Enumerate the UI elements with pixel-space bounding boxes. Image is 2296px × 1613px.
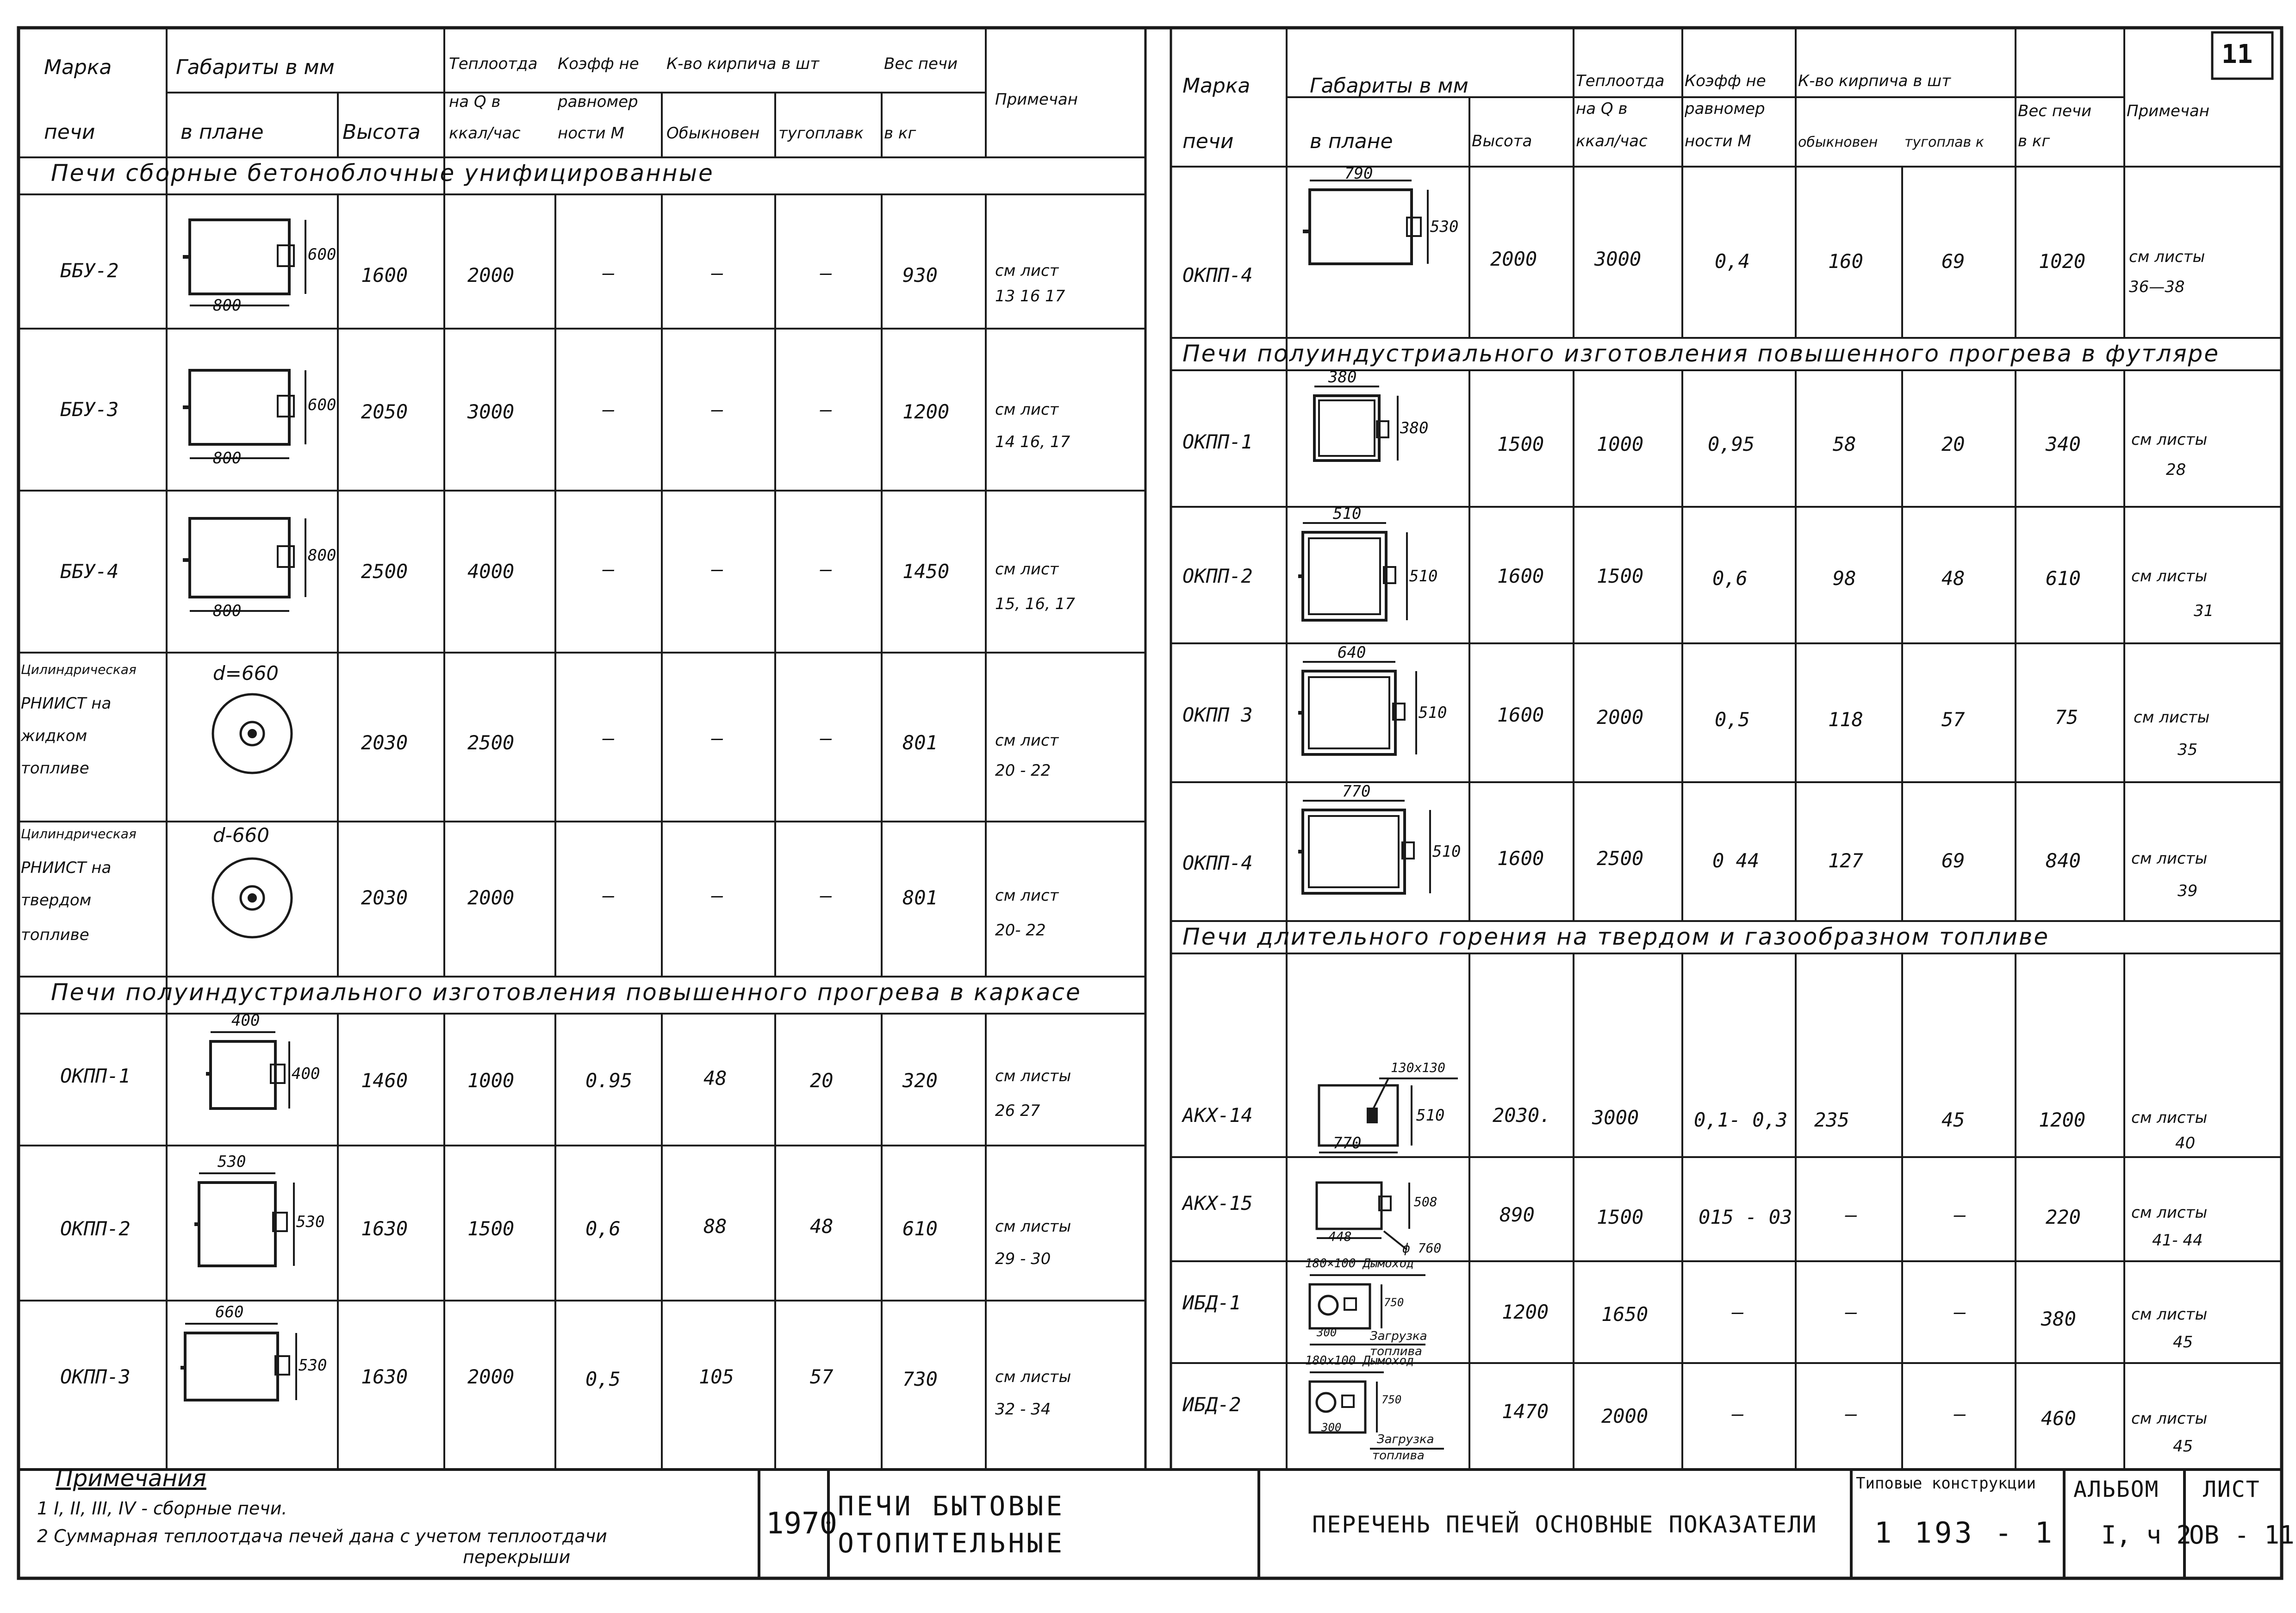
lt-r5-note1: см листы bbox=[995, 1067, 1071, 1085]
lt-r6-coef: 0,6 bbox=[585, 1217, 621, 1240]
rt-h-mark2: печи bbox=[1182, 130, 1234, 153]
lt-r6-dimb: 530 bbox=[296, 1213, 325, 1231]
rt-b1-note2: 41- 44 bbox=[2152, 1231, 2203, 1250]
rt-h-weight1: Вес печи bbox=[2018, 102, 2092, 120]
lt-r4-coef: — bbox=[603, 884, 615, 907]
lt-r3-note2: 20 - 22 bbox=[995, 761, 1051, 780]
okpp4-right-sketch bbox=[1298, 801, 1430, 893]
rt-a3-coef: 0 44 bbox=[1712, 849, 1760, 872]
rt-a1-dimb: 510 bbox=[1409, 567, 1438, 585]
lt-h-dims: Габариты в мм bbox=[176, 56, 335, 79]
lt-r0-note1: см лист bbox=[995, 262, 1059, 280]
lt-r3-mark1: Цилиндрическая bbox=[21, 662, 137, 677]
lt-r3-height: 2030 bbox=[361, 731, 408, 754]
lt-r7-note1: см листы bbox=[995, 1368, 1071, 1386]
lt-r6-ref: 48 bbox=[810, 1215, 834, 1238]
rt-b1-d2: 508 bbox=[1414, 1194, 1437, 1209]
lt-r3-diam: d=660 bbox=[213, 662, 279, 685]
lt-r3-ref: — bbox=[820, 727, 832, 749]
lt-r7-note2: 32 - 34 bbox=[995, 1400, 1051, 1419]
lt-r6-note2: 29 - 30 bbox=[995, 1250, 1051, 1268]
rt-b3-coef: — bbox=[1732, 1402, 1744, 1425]
lt-r4-diam: d-660 bbox=[213, 824, 269, 847]
lt-r3-coef: — bbox=[603, 727, 615, 749]
rt-b1-ord: — bbox=[1845, 1203, 1857, 1226]
sheet-number-top: 11 bbox=[2221, 39, 2253, 69]
rt-section1: Печи полуиндустриального изготовления повышенного прогрева в футляре bbox=[1182, 340, 2220, 367]
notes-line3: перекрыши bbox=[463, 1547, 571, 1567]
tb-year: 1970 bbox=[766, 1507, 838, 1541]
rt-a2-note2: 35 bbox=[2178, 741, 2198, 759]
lt-r3-mark4: топливе bbox=[21, 759, 89, 778]
rt-b3-d4: Загрузка bbox=[1377, 1432, 1434, 1446]
lt-h-heat3: ккал/час bbox=[449, 124, 521, 143]
lt-r6-note1: см листы bbox=[995, 1217, 1071, 1236]
rt-b0-d3: 510 bbox=[1416, 1106, 1445, 1125]
lt-r0-note2: 13 16 17 bbox=[995, 287, 1065, 305]
lt-r6-height: 1630 bbox=[361, 1217, 408, 1240]
rt-a1-note1: см листы bbox=[2131, 567, 2208, 585]
rt-h-note: Примечан bbox=[2127, 102, 2209, 120]
lt-h-mark2: печи bbox=[44, 120, 95, 144]
lt-r3-note1: см лист bbox=[995, 731, 1059, 750]
rt-a0-note1: см листы bbox=[2131, 430, 2208, 449]
rt-a1-note2: 31 bbox=[2194, 602, 2214, 620]
lt-r3-weight: 801 bbox=[902, 731, 938, 754]
tb-name2: ОТОПИТЕЛЬНЫЕ bbox=[838, 1527, 1065, 1559]
lt-r5-ord: 48 bbox=[703, 1067, 727, 1090]
tb-album: I, ч 2 bbox=[2101, 1520, 2192, 1550]
rt-a2-coef: 0,5 bbox=[1715, 708, 1750, 731]
rt-top-ord: 160 bbox=[1828, 250, 1863, 273]
rt-top-weight: 1020 bbox=[2039, 250, 2086, 273]
tb-name1: ПЕЧИ БЫТОВЫЕ bbox=[838, 1490, 1065, 1522]
rt-b2-ord: — bbox=[1845, 1301, 1857, 1323]
lt-r1-ord: — bbox=[711, 398, 723, 421]
lt-r1-height: 2050 bbox=[361, 400, 408, 423]
rt-b2-d1: 180×100 Дымоход bbox=[1305, 1257, 1414, 1270]
rt-a0-ord: 58 bbox=[1833, 433, 1856, 455]
lt-r0-dima: 800 bbox=[213, 296, 242, 315]
lt-r0-ord: — bbox=[711, 262, 723, 284]
bbu4-sketch bbox=[183, 518, 305, 611]
rt-b2-d2: 300 bbox=[1317, 1326, 1337, 1339]
rt-b2-d4: Загрузка bbox=[1370, 1329, 1427, 1343]
lt-r5-weight: 320 bbox=[902, 1069, 938, 1092]
rt-b3-note2: 45 bbox=[2173, 1437, 2193, 1456]
tb-series: 1 193 - 1 bbox=[1874, 1516, 2055, 1550]
rt-a0-height: 1500 bbox=[1497, 433, 1544, 455]
lt-r1-mark: ББУ-3 bbox=[60, 398, 119, 421]
rt-a3-note1: см листы bbox=[2131, 849, 2208, 868]
rt-b2-d3: 750 bbox=[1384, 1296, 1404, 1309]
rt-b0-d1: 130х130 bbox=[1391, 1060, 1446, 1075]
rt-b1-d3: ф 760 bbox=[1402, 1240, 1442, 1256]
lt-r4-height: 2030 bbox=[361, 886, 408, 909]
notes-title: Примечания bbox=[56, 1465, 206, 1492]
rt-h-coef3: ности М bbox=[1685, 132, 1751, 150]
rt-b2-mark: ИБД-1 bbox=[1182, 1291, 1241, 1314]
lt-r5-dimb: 400 bbox=[292, 1065, 320, 1083]
lt-r3-mark2: РНИИСТ на bbox=[21, 694, 112, 713]
lt-section2: Печи полуиндустриального изготовления повышенного прогрева в каркасе bbox=[51, 979, 1082, 1006]
rt-a2-ord: 118 bbox=[1828, 708, 1863, 731]
rt-h-heat2: на Q в bbox=[1576, 100, 1628, 118]
rt-a0-note2: 28 bbox=[2166, 461, 2186, 479]
lt-r2-note1: см лист bbox=[995, 560, 1059, 579]
tb-sheet-label: ЛИСТ bbox=[2203, 1476, 2260, 1502]
lt-r2-dima: 800 bbox=[213, 602, 242, 620]
rt-a3-heat: 2500 bbox=[1597, 847, 1644, 870]
rt-a1-ord: 98 bbox=[1833, 567, 1856, 590]
rt-a3-dimb: 510 bbox=[1432, 842, 1461, 861]
lt-r7-ord: 105 bbox=[699, 1365, 734, 1388]
rt-b3-heat: 2000 bbox=[1601, 1405, 1649, 1427]
okpp2-left-sketch bbox=[194, 1173, 294, 1266]
rt-b2-weight: 380 bbox=[2041, 1308, 2076, 1330]
rt-h-coef1: Коэфф не bbox=[1685, 72, 1766, 90]
lt-h-plan: в плане bbox=[180, 120, 264, 144]
lt-r7-mark: ОКПП-3 bbox=[60, 1365, 131, 1388]
lt-r0-heat: 2000 bbox=[467, 264, 515, 286]
lt-r6-heat: 1500 bbox=[467, 1217, 515, 1240]
left-sketches bbox=[180, 220, 305, 1400]
lt-r5-note2: 26 27 bbox=[995, 1102, 1040, 1120]
lt-r1-note2: 14 16, 17 bbox=[995, 433, 1070, 451]
rt-a2-dima: 640 bbox=[1338, 643, 1366, 662]
rt-b0-mark: АКХ-14 bbox=[1182, 1104, 1253, 1127]
rt-a1-ref: 48 bbox=[1941, 567, 1965, 590]
tb-series-label: Типовые конструкции bbox=[1856, 1474, 2036, 1493]
lt-r7-height: 1630 bbox=[361, 1365, 408, 1388]
rt-a2-mark: ОКПП 3 bbox=[1182, 704, 1253, 726]
rt-top-dima: 790 bbox=[1344, 164, 1373, 183]
rt-a2-weight: 75 bbox=[2055, 706, 2078, 729]
lt-r4-note1: см лист bbox=[995, 886, 1059, 905]
rt-a3-ref: 69 bbox=[1941, 849, 1965, 872]
rt-a0-dimb: 380 bbox=[1400, 419, 1429, 437]
rt-b1-ref: — bbox=[1954, 1203, 1966, 1226]
rt-b0-weight: 1200 bbox=[2039, 1109, 2086, 1131]
rt-h-refractory: тугоплав к bbox=[1904, 134, 1984, 150]
rt-h-height: Высота bbox=[1472, 132, 1532, 150]
rt-b0-coef: 0,1- 0,3 bbox=[1694, 1109, 1788, 1131]
lt-r6-ord: 88 bbox=[703, 1215, 727, 1238]
lt-r0-mark: ББУ-2 bbox=[60, 259, 119, 282]
rt-a0-coef: 0,95 bbox=[1708, 433, 1755, 455]
lt-h-note: Примечан bbox=[995, 90, 1078, 109]
lt-r4-weight: 801 bbox=[902, 886, 938, 909]
lt-r5-coef: 0.95 bbox=[585, 1069, 633, 1092]
rt-a3-dima: 770 bbox=[1342, 782, 1371, 801]
lt-r1-ref: — bbox=[820, 398, 832, 421]
tb-subject: ПЕРЕЧЕНЬ ПЕЧЕЙ ОСНОВНЫЕ ПОКАЗАТЕЛИ bbox=[1312, 1511, 1817, 1538]
rt-h-ordinary: обыкновен bbox=[1798, 134, 1878, 150]
rt-h-dims: Габариты в мм bbox=[1310, 74, 1468, 98]
lt-r2-height: 2500 bbox=[361, 560, 408, 583]
lt-r1-heat: 3000 bbox=[467, 400, 515, 423]
rt-a0-ref: 20 bbox=[1941, 433, 1965, 455]
lt-r5-dima: 400 bbox=[231, 1011, 260, 1030]
rt-a1-mark: ОКПП-2 bbox=[1182, 565, 1253, 587]
rt-top-note2: 36—38 bbox=[2129, 278, 2185, 296]
rt-a3-weight: 840 bbox=[2046, 849, 2081, 872]
rt-h-weight2: в кг bbox=[2018, 132, 2050, 150]
rt-h-heat1: Теплоотда bbox=[1576, 72, 1665, 90]
lt-r1-coef: — bbox=[603, 398, 615, 421]
rt-a3-mark: ОКПП-4 bbox=[1182, 852, 1253, 874]
rt-b3-mark: ИБД-2 bbox=[1182, 1393, 1241, 1416]
rt-b2-height: 1200 bbox=[1502, 1301, 1549, 1323]
lt-r4-ord: — bbox=[711, 884, 723, 907]
rt-top-ref: 69 bbox=[1941, 250, 1965, 273]
tb-album-label: АЛЬБОМ bbox=[2073, 1476, 2159, 1502]
lt-h-coef1: Коэфф не bbox=[558, 55, 639, 73]
rt-a1-weight: 610 bbox=[2046, 567, 2081, 590]
lt-r4-ref: — bbox=[820, 884, 832, 907]
lt-h-coef2: равномер bbox=[558, 93, 638, 111]
rt-a1-coef: 0,6 bbox=[1712, 567, 1748, 590]
rt-b2-note2: 45 bbox=[2173, 1333, 2193, 1351]
lt-r2-dimb: 800 bbox=[308, 546, 336, 565]
lt-r6-weight: 610 bbox=[902, 1217, 938, 1240]
lt-section1: Печи сборные бетоноблочные унифицированные bbox=[51, 160, 714, 187]
lt-r4-mark2: РНИИСТ на bbox=[21, 859, 112, 877]
rt-top-dimb: 530 bbox=[1430, 218, 1459, 236]
lt-r4-note2: 20- 22 bbox=[995, 921, 1046, 940]
notes-line2: 2 Суммарная теплоотдача печей дана с учетом теплоотдачи bbox=[37, 1526, 607, 1546]
tb-sheet: ОВ - 11 bbox=[2189, 1520, 2295, 1550]
lt-r4-mark4: топливе bbox=[21, 926, 89, 944]
lt-h-heat2: на Q в bbox=[449, 93, 501, 111]
okpp3-right-sketch bbox=[1298, 662, 1416, 754]
rt-h-bricks: К-во кирпича в шт bbox=[1798, 72, 1951, 90]
lt-h-heat1: Теплоотда bbox=[449, 55, 538, 73]
lt-r4-mark3: твердом bbox=[21, 891, 92, 909]
rt-b2-ref: — bbox=[1954, 1301, 1966, 1323]
rt-a3-ord: 127 bbox=[1828, 849, 1863, 872]
rt-b1-mark: АКХ-15 bbox=[1182, 1192, 1253, 1214]
notes-line1: 1 I, II, III, IV - сборные печи. bbox=[37, 1498, 287, 1519]
lt-r1-dima: 800 bbox=[213, 449, 242, 467]
rt-b2-d5: топлива bbox=[1370, 1345, 1422, 1358]
lt-r0-ref: — bbox=[820, 262, 832, 284]
lt-r3-heat: 2500 bbox=[467, 731, 515, 754]
rt-b1-height: 890 bbox=[1500, 1203, 1535, 1226]
lt-r2-ord: — bbox=[711, 558, 723, 580]
lt-r0-coef: — bbox=[603, 262, 615, 284]
lt-h-bricks: К-во кирпича в шт bbox=[666, 55, 820, 73]
rt-b0-d2: 770 bbox=[1333, 1134, 1362, 1152]
okpp3-left-sketch bbox=[180, 1324, 296, 1400]
okpp1-right-sketch bbox=[1314, 386, 1398, 461]
rt-b3-d3: 750 bbox=[1381, 1393, 1402, 1406]
rt-b3-height: 1470 bbox=[1502, 1400, 1549, 1423]
rt-b3-d5: топлива bbox=[1372, 1449, 1425, 1463]
cyl1-sketch bbox=[213, 694, 292, 773]
lt-r0-weight: 930 bbox=[902, 264, 938, 286]
rt-b2-note1: см листы bbox=[2131, 1305, 2208, 1324]
rt-a1-heat: 1500 bbox=[1597, 565, 1644, 587]
rt-a3-note2: 39 bbox=[2178, 882, 2198, 900]
lt-r2-note2: 15, 16, 17 bbox=[995, 595, 1076, 613]
lt-r5-mark: ОКПП-1 bbox=[60, 1065, 131, 1087]
lt-r4-mark1: Цилиндрическая bbox=[21, 826, 137, 841]
rt-b3-d1: 180х100 Дымоход bbox=[1305, 1354, 1414, 1368]
lt-r2-heat: 4000 bbox=[467, 560, 515, 583]
lt-r5-height: 1460 bbox=[361, 1069, 408, 1092]
lt-r3-mark3: жидком bbox=[21, 727, 87, 745]
rt-a0-heat: 1000 bbox=[1597, 433, 1644, 455]
rt-b0-ref: 45 bbox=[1941, 1109, 1965, 1131]
rt-section2: Печи длительного горения на твердом и газообразном топливе bbox=[1182, 923, 2050, 950]
rt-b1-heat: 1500 bbox=[1597, 1206, 1644, 1228]
rt-b1-coef: 015 - 03 bbox=[1699, 1206, 1792, 1228]
lt-r1-dimb: 600 bbox=[308, 396, 336, 414]
rt-top-note1: см листы bbox=[2129, 248, 2205, 266]
rt-a1-height: 1600 bbox=[1497, 565, 1544, 587]
lt-r7-heat: 2000 bbox=[467, 1365, 515, 1388]
lt-r1-note1: см лист bbox=[995, 400, 1059, 419]
lt-r7-dima: 660 bbox=[215, 1303, 244, 1321]
lt-r0-dimb: 600 bbox=[308, 245, 336, 264]
rt-a3-height: 1600 bbox=[1497, 847, 1544, 870]
lt-r7-weight: 730 bbox=[902, 1368, 938, 1390]
lt-r6-mark: ОКПП-2 bbox=[60, 1217, 131, 1240]
rt-a2-heat: 2000 bbox=[1597, 706, 1644, 729]
rt-a0-dima: 380 bbox=[1328, 368, 1357, 386]
rt-b1-d1: 448 bbox=[1328, 1229, 1352, 1244]
lt-r5-ref: 20 bbox=[810, 1069, 834, 1092]
rt-top-height: 2000 bbox=[1490, 248, 1537, 270]
rt-a2-note1: см листы bbox=[2134, 708, 2210, 727]
rt-h-coef2: равномер bbox=[1685, 100, 1765, 118]
lt-r7-ref: 57 bbox=[810, 1365, 834, 1388]
lt-r4-heat: 2000 bbox=[467, 886, 515, 909]
lt-r6-dima: 530 bbox=[218, 1152, 246, 1171]
lt-h-refractory: тугоплавк bbox=[778, 124, 864, 143]
rt-h-mark1: Марка bbox=[1182, 74, 1251, 98]
lt-h-weight2: в кг bbox=[884, 124, 916, 143]
rt-top-heat: 3000 bbox=[1594, 248, 1642, 270]
lt-h-height: Высота bbox=[342, 120, 421, 144]
rt-h-heat3: ккал/час bbox=[1576, 132, 1648, 150]
rt-b0-ord: 235 bbox=[1814, 1109, 1849, 1131]
lt-h-ordinary: Обыкновен bbox=[666, 124, 760, 143]
rt-b2-coef: — bbox=[1732, 1301, 1744, 1323]
lt-h-weight1: Вес печи bbox=[884, 55, 958, 73]
rt-b0-height: 2030. bbox=[1493, 1104, 1551, 1127]
rt-b1-weight: 220 bbox=[2046, 1206, 2081, 1228]
rt-a2-ref: 57 bbox=[1941, 708, 1965, 731]
lt-h-coef3: ности М bbox=[558, 124, 624, 143]
bbu3-sketch bbox=[183, 370, 305, 458]
rt-a0-weight: 340 bbox=[2046, 433, 2081, 455]
rt-b3-weight: 460 bbox=[2041, 1407, 2076, 1430]
lt-r3-ord: — bbox=[711, 727, 723, 749]
rt-b0-note1: см листы bbox=[2131, 1109, 2208, 1127]
rt-b3-ref: — bbox=[1954, 1402, 1966, 1425]
rt-b3-note1: см листы bbox=[2131, 1409, 2208, 1428]
rt-a2-dimb: 510 bbox=[1419, 704, 1447, 722]
lt-r1-weight: 1200 bbox=[902, 400, 950, 423]
lt-r5-heat: 1000 bbox=[467, 1069, 515, 1092]
lt-r7-coef: 0,5 bbox=[585, 1368, 621, 1390]
okpp2-right-sketch bbox=[1298, 523, 1407, 620]
rt-b1-note1: см листы bbox=[2131, 1203, 2208, 1222]
lt-r7-dimb: 530 bbox=[299, 1356, 327, 1375]
rt-a0-mark: ОКПП-1 bbox=[1182, 430, 1253, 453]
rt-a2-height: 1600 bbox=[1497, 704, 1544, 726]
rt-b2-heat: 1650 bbox=[1601, 1303, 1649, 1326]
bbu2-sketch bbox=[183, 220, 305, 305]
lt-h-mark1: Марка bbox=[44, 56, 112, 79]
rt-a1-dima: 510 bbox=[1333, 504, 1362, 523]
rt-b3-d2: 300 bbox=[1321, 1421, 1342, 1434]
rt-b0-note2: 40 bbox=[2175, 1134, 2196, 1152]
cyl2-sketch bbox=[213, 859, 292, 937]
okpp1-left-sketch bbox=[206, 1032, 289, 1109]
rt-top-mark: ОКПП-4 bbox=[1182, 264, 1253, 286]
rt-b3-ord: — bbox=[1845, 1402, 1857, 1425]
rt-b0-heat: 3000 bbox=[1592, 1106, 1639, 1129]
lt-r2-ref: — bbox=[820, 558, 832, 580]
lt-r2-mark: ББУ-4 bbox=[60, 560, 119, 583]
left-table-lines bbox=[19, 28, 2282, 1470]
rt-h-plan: в плане bbox=[1310, 130, 1393, 153]
rt-top-coef: 0,4 bbox=[1715, 250, 1750, 273]
okpp4-top-sketch bbox=[1303, 181, 1428, 264]
lt-r0-height: 1600 bbox=[361, 264, 408, 286]
lt-r2-weight: 1450 bbox=[902, 560, 950, 583]
lt-r2-coef: — bbox=[603, 558, 615, 580]
